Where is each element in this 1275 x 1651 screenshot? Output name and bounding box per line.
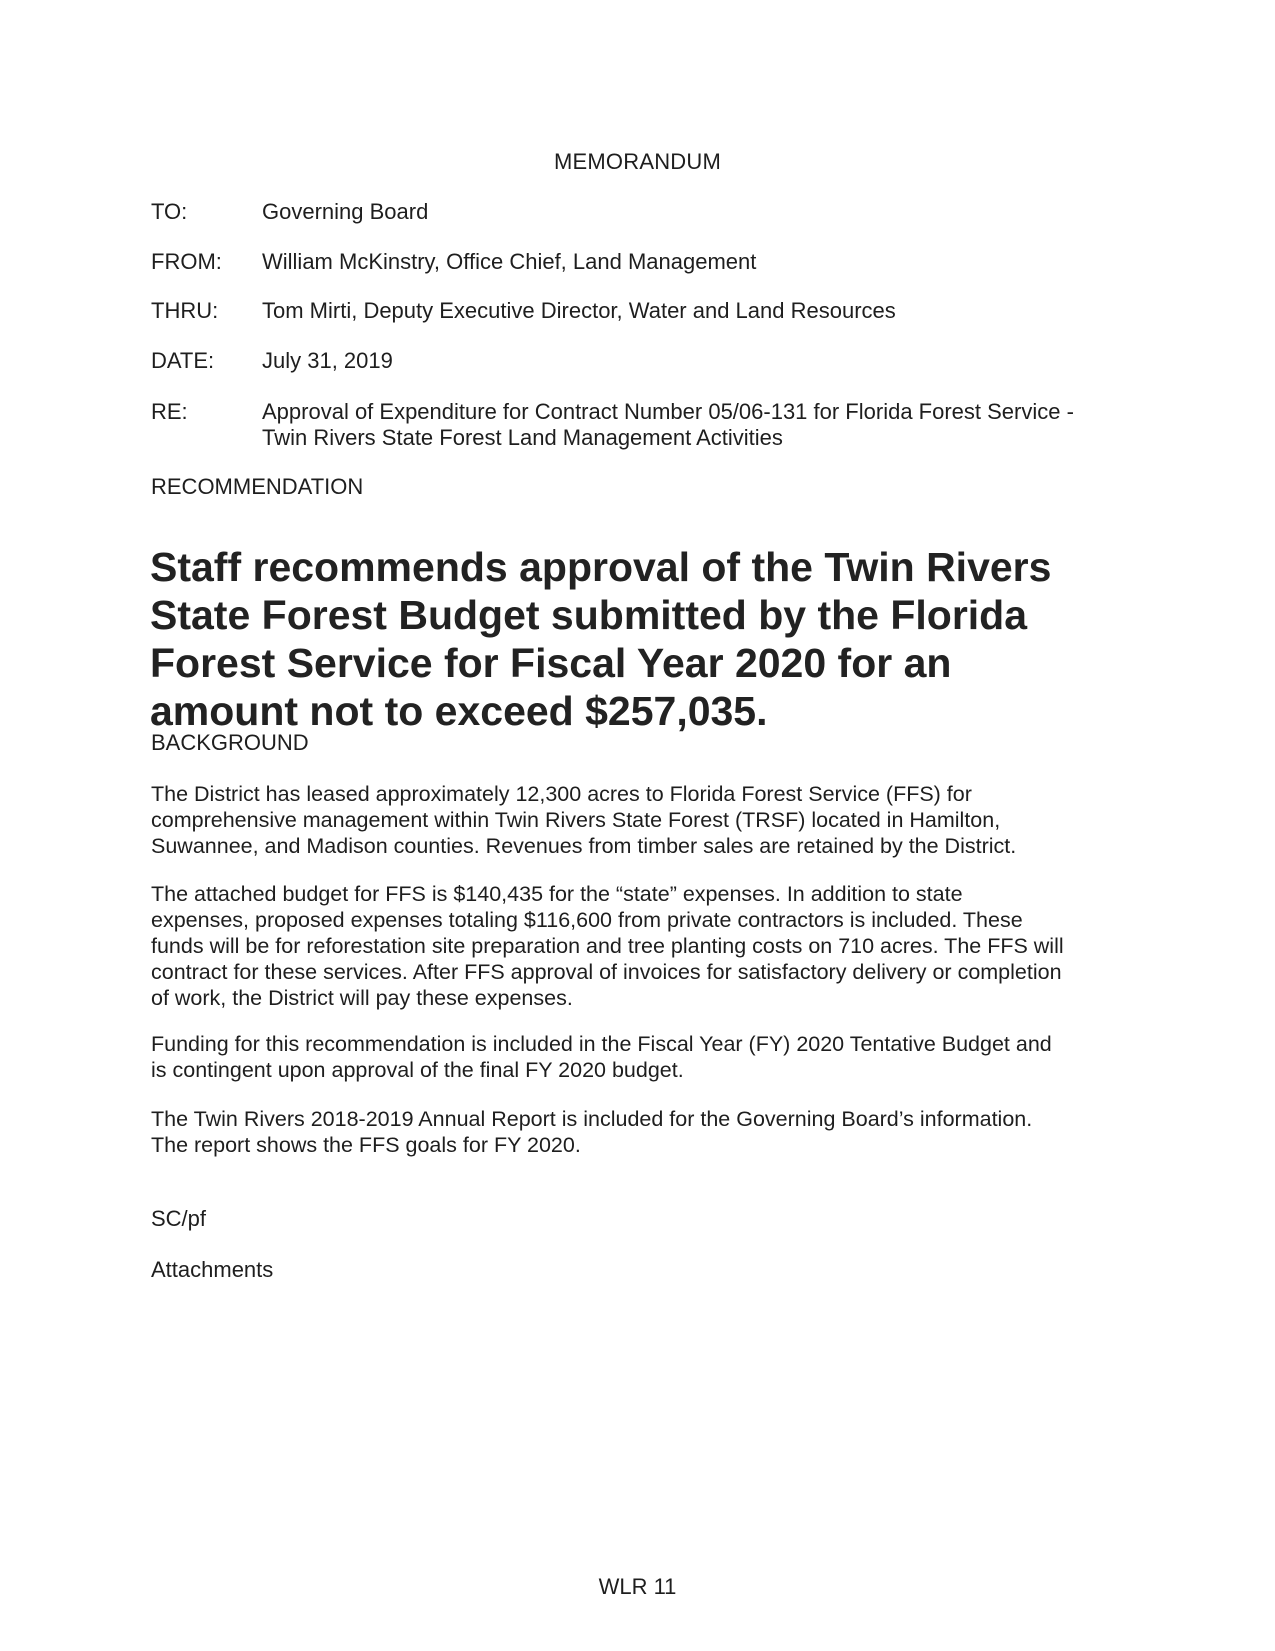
paragraph-line: The attached budget for FFS is $140,435 for the “state” expenses. In addition to state [151, 882, 963, 906]
recommendation-heading: RECOMMENDATION [151, 474, 364, 499]
background-paragraph [151, 781, 1141, 859]
recommendation-text [150, 543, 1150, 735]
paragraph-line: comprehensive management within Twin Rivers State Forest (TRSF) located in Hamilton, [151, 808, 1001, 832]
recommendation-line: Staff recommends approval of the Twin Rivers [150, 544, 1052, 590]
from-label: FROM: [151, 249, 222, 274]
paragraph-line: The Twin Rivers 2018-2019 Annual Report is included for the Governing Board’s information. [151, 1107, 1033, 1131]
recommendation-line: amount not to exceed $257,035. [150, 688, 768, 734]
paragraph-line: The report shows the FFS goals for FY 2020. [151, 1133, 581, 1157]
initials: SC/pf [151, 1206, 207, 1231]
background-paragraph [151, 881, 1141, 1011]
date-value: July 31, 2019 [262, 348, 393, 373]
recommendation-line: State Forest Budget submitted by the Florida [150, 592, 1028, 638]
paragraph-line: The District has leased approximately 12,300 acres to Florida Forest Service (FFS) for [151, 782, 972, 806]
page-footer: WLR 11 [598, 1574, 677, 1599]
paragraph-line: of work, the District will pay these expenses. [151, 986, 573, 1010]
re-value [262, 399, 1142, 451]
recommendation-line: Forest Service for Fiscal Year 2020 for an [150, 640, 952, 686]
background-heading: BACKGROUND [151, 730, 309, 755]
to-label: TO: [151, 199, 188, 224]
re-row [151, 399, 1131, 451]
from-value: William McKinstry, Office Chief, Land Management [262, 249, 757, 274]
memo-title: MEMORANDUM [554, 149, 721, 174]
paragraph-line: is contingent upon approval of the final FY 2020 budget. [151, 1058, 684, 1082]
background-paragraph [151, 1106, 1141, 1158]
re-line: Approval of Expenditure for Contract Number 05/06-131 for Florida Forest Service - [262, 399, 1074, 424]
paragraph-line: funds will be for reforestation site preparation and tree planting costs on 710 acres. The FFS will [151, 934, 1064, 958]
re-label: RE: [151, 399, 188, 424]
thru-value: Tom Mirti, Deputy Executive Director, Water and Land Resources [262, 298, 896, 323]
date-label: DATE: [151, 348, 215, 373]
paragraph-line: expenses, proposed expenses totaling $116,600 from private contractors is included. These [151, 908, 1023, 932]
paragraph-line: Suwannee, and Madison counties. Revenues from timber sales are retained by the District. [151, 834, 1017, 858]
paragraph-line: Funding for this recommendation is included in the Fiscal Year (FY) 2020 Tentative Budget and [151, 1032, 1052, 1056]
thru-label: THRU: [151, 298, 219, 323]
attachments-label: Attachments [151, 1257, 274, 1282]
background-paragraph [151, 1031, 1141, 1083]
paragraph-line: contract for these services. After FFS approval of invoices for satisfactory delivery or completion [151, 960, 1062, 984]
re-line: Twin Rivers State Forest Land Management Activities [262, 425, 783, 450]
to-value: Governing Board [262, 199, 429, 224]
